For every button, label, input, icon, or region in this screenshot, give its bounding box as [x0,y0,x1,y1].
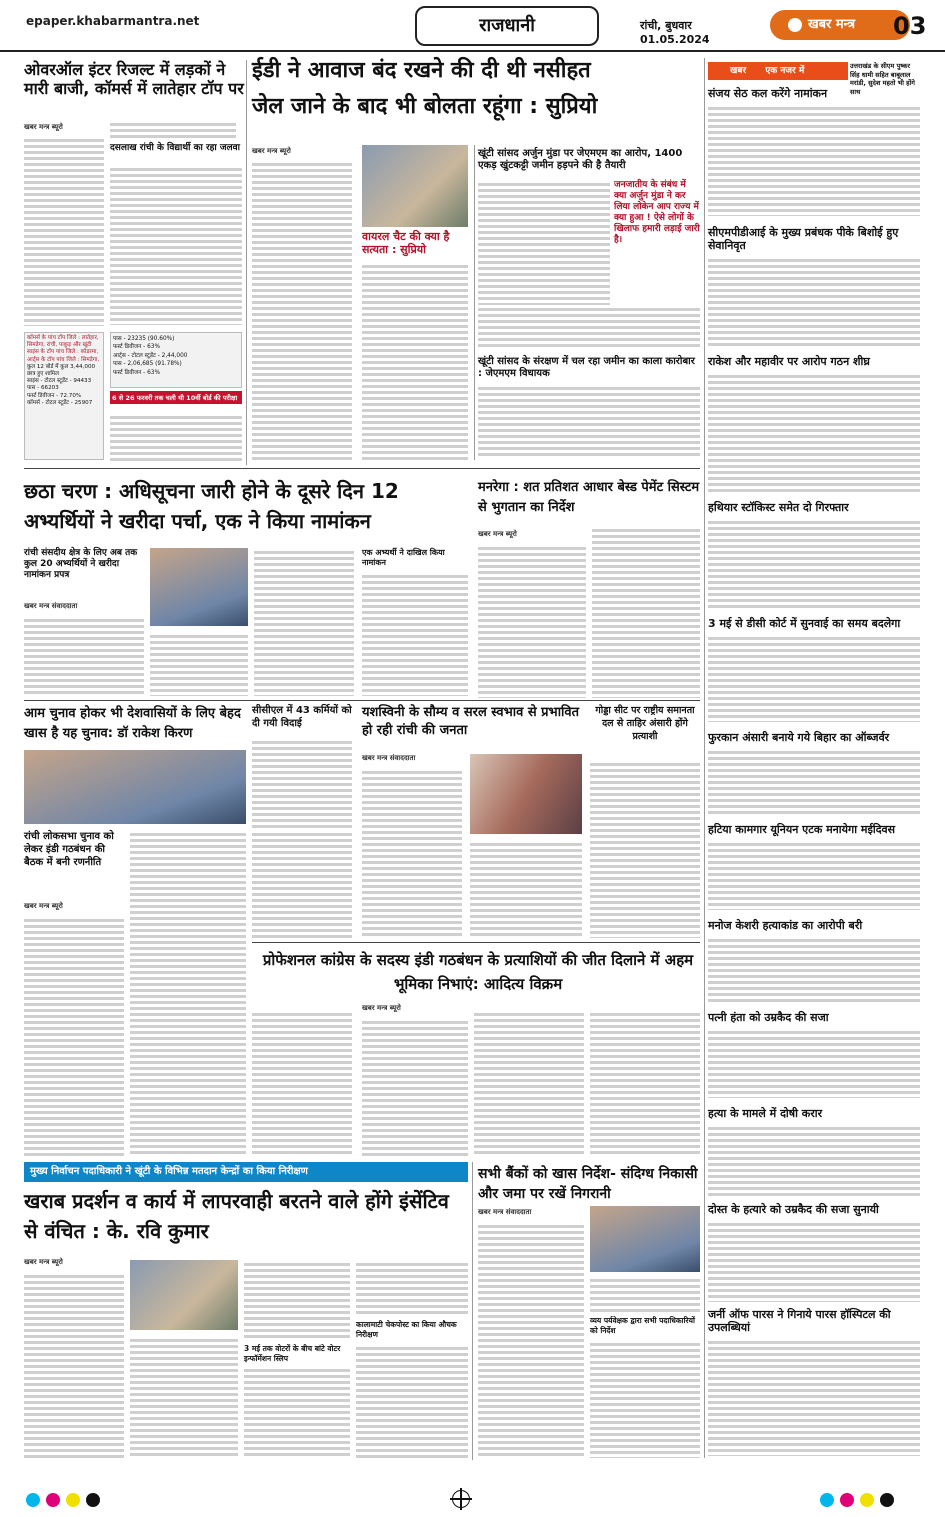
brief-item-2: सीएमपीडीआई के मुख्य प्रबंधक पीके बिशोई हुए सेवानिवृत [708,226,899,252]
cyan-dot [820,1493,834,1507]
stats-box: कॉमर्स के पांच टॉप जिले : लातेहार, सिमडेगा, रांची, पाकुड़ और खूंटी साइंस के टॉप पांच जिले : कोडरमा, आर्ट्स के टॉप पांच जिले : सिमडेगा, कुल 12 बोर्ड में कुल 3,44,000 छात्र हुए शामिल साइंस - टोटल स्टूडेंट - 94433 पास - 66203 फर्स्ट डिवीजन - 72.70% कॉमर्स - टोटल स्टूडेंट - 25907 [24,332,104,460]
ed-headline-1: ईडी ने आवाज बंद रखने की दी थी नसीहत [252,58,591,83]
article-text [110,165,242,325]
phase6-subhead: रांची संसदीय क्षेत्र के लिए अब तक कुल 20 अभ्यर्थियों ने खरीदा नामांकन प्रपत्र [24,548,138,580]
article-text [708,1124,920,1196]
inter-result-headline: ओवरऑल इंटर रिजल्ट में लड़कों ने मारी बाजी, कॉमर्स में लातेहार टॉप पर [24,60,244,99]
byline: खबर मन्त्र संवाददाता [478,1208,532,1216]
article-text [254,548,354,696]
khunti-headline: खूंटी सांसद अर्जुन मुंडा पर जेएमएम का आरोप, 1400 एकड़ खुंटकट्टी जमीन हड़पने की है तैयारी [478,148,683,171]
pull-quote: जनजातीय के संबंध में क्या अर्जुन मुंडा ने कर लिया लोकेन आप राज्य में क्या हुआ ! ऐसे लोगों के खिलाफ हमारी लड़ाई जारी है। [614,180,700,245]
article-text [590,1010,700,1156]
article-text [708,372,920,492]
article-text [244,1366,350,1458]
registration-marks-left [26,1492,106,1511]
side-head: एक अभ्यर्थी ने दाखिल किया नामांकन [362,548,445,567]
article-text [708,936,920,1002]
article-text [470,840,582,938]
byline: खबर मन्त्र ब्यूरो [24,1258,63,1266]
logo-icon [788,18,802,32]
byline: खबर मन्त्र ब्यूरो [478,530,517,538]
brand-name: खबर मन्त्र [808,17,856,32]
press-photo [362,145,468,227]
yashaswini-headline: यशस्विनी के सौम्य व सरल स्वभाव से प्रभावित हो रही रांची की जनता [362,705,580,738]
article-text [708,104,920,216]
issue-date: 01.05.2024 [640,33,710,46]
article-text [708,518,920,610]
brief-item-4: हथियार स्टॉकिस्ट समेत दो गिरफ्तार [708,501,849,514]
article-text [590,1276,700,1312]
article-text [24,916,124,1156]
brief-item-7: हटिया कामगार यूनियन एटक मनायेगा मईदिवस [708,823,896,836]
masthead [0,0,945,52]
article-text [708,1338,920,1456]
article-text [24,616,144,696]
ccl-headline: सीसीएल में 43 कर्मियों को दी गयी विदाई [252,705,352,729]
page-number: 03 [893,12,927,40]
dateline [640,18,710,46]
byline: खबर मन्त्र संवाददाता [362,754,416,762]
brief-item-6: फुरकान अंसारी बनाये गये बिहार का ऑब्जर्वर [708,731,890,744]
article-text [708,1220,920,1302]
ceo-subhead-2: कालामाटी चेकपोस्ट का किया औचक निरीक्षण [356,1320,457,1339]
brief-tag: खबर [730,66,747,76]
brief-item-3: राकेश और महावीर पर आरोप गठन शीघ्र [708,355,870,368]
article-text [362,768,462,938]
article-text [356,1260,468,1316]
article-text [708,634,920,722]
byline: खबर मन्त्र ब्यूरो [24,123,63,131]
brief-item-1: संजय सेठ कल करेंगे नामांकन [708,87,828,100]
brand-logo [770,10,910,40]
yellow-dot [860,1493,874,1507]
article-text [110,413,242,461]
cyan-dot [26,1493,40,1507]
article-text [478,1222,584,1458]
city-day: रांची, बुधवार [640,19,692,32]
brief-item-10: हत्या के मामले में दोषी करार [708,1107,823,1120]
article-text [252,160,352,460]
photo-caption: वायरल चैट की क्या है सत्यता : सुप्रियो [362,230,450,256]
article-text [252,830,352,938]
article-text [110,120,236,140]
article-text [708,256,920,348]
congress-headline: प्रोफेशनल कांग्रेस के सदस्य इंडी गठबंधन के प्रत्याशियों की जीत दिलाने में अहम भूमिका निभाएं: आदित्य विक्रम [262,951,694,993]
ceo-banner: मुख्य निर्वाचन पदाधिकारी ने खूंटी के विभिन्न मतदान केन्द्रों का किया निरीक्षण [24,1162,468,1182]
godda-headline: गोड्डा सीट पर राष्ट्रीय समानता दल से ताहिर अंसारी होंगे प्रत्याशी [595,705,695,742]
byline: खबर मन्त्र ब्यूरो [24,902,63,910]
brief-item-8: मनोज केशरी हत्याकांड का आरोपी बरी [708,919,863,932]
ceo-subhead-1: 3 मई तक वोटरों के बीच बांटे वोटर इन्फॉर्मेशन स्लिप [244,1344,341,1363]
inspection-photo [130,1260,238,1330]
bank-meeting-photo [590,1206,700,1272]
article-text [478,544,586,698]
banks-headline: सभी बैंकों को खास निर्देश- संदिग्ध निकासी और जमा पर रखें निगरानी [478,1166,698,1202]
exam-note: 6 से 26 फरवरी तक चली थी 10वीं बोर्ड की परीक्षा [110,391,242,404]
article-text [244,1260,350,1340]
banks-subhead: व्यय पर्यवेक्षक द्वारा सभी पदाधिकारियों को निर्देश [590,1316,695,1335]
article-text [592,526,700,698]
khunti-subhead: खूंटी सांसद के संरक्षण में चल रहा जमीन का काला कारोबार : जेएमएम विधायक [478,356,695,379]
section-title: राजधानी [415,6,599,46]
brief-item-12: जर्नी ऑफ पारस ने गिनाये पारस हॉस्पिटल की उपलब्धियां [708,1308,891,1334]
byline: खबर मन्त्र ब्यूरो [252,147,291,155]
article-text [252,1010,352,1156]
article-text [24,136,104,326]
meeting-photo [24,750,246,824]
sub-heading: दसलाख रांची के विद्यार्थी का रहा जलवा [110,143,240,153]
brief-label: एक नजर में [765,66,805,76]
magenta-dot [840,1493,854,1507]
registration-marks-right [820,1492,900,1511]
mnrega-headline: मनरेगा : शत प्रतिशत आधार बेस्ड पेमेंट सिस्टम से भुगतान का निर्देश [478,480,700,515]
speech-headline: आम चुनाव होकर भी देशवासियों के लिए बेहद खास है यह चुनाव: डॉ राकेश किरण [24,706,241,741]
brief-item-11: दोस्त के हत्यारे को उम्रकैद की सजा सुनायी [708,1203,879,1216]
article-text [356,1344,468,1458]
article-text [474,1010,584,1156]
article-text [150,632,248,696]
phase6-headline: छठा चरण : अधिसूचना जारी होने के दूसरे दिन 12 अभ्यर्थियों ने खरीदा पर्चा, एक ने किया नामांकन [24,479,399,533]
nomination-photo [150,548,248,626]
article-text [708,1028,920,1098]
brief-header [708,62,848,80]
article-text [708,840,920,910]
black-dot [86,1493,100,1507]
byline: खबर मन्त्र संवाददाता [24,602,78,610]
candidate-photo [470,754,582,834]
article-text [130,1336,238,1458]
site-url[interactable]: epaper.khabarmantra.net [26,14,200,28]
ed-headline-2: जेल जाने के बाद भी बोलता रहूंगा : सुप्रियो [252,94,598,119]
article-text [130,830,246,1156]
article-text [362,1018,468,1156]
article-text [478,305,700,350]
yellow-dot [66,1493,80,1507]
byline: खबर मन्त्र ब्यूरो [362,1004,401,1012]
brief-item-5: 3 मई से डीसी कोर्ट में सुनवाई का समय बदलेगा [708,617,901,630]
article-text [24,1272,124,1458]
crosshair-icon [452,1490,470,1508]
magenta-dot [46,1493,60,1507]
brief-item-9: पत्नी हंता को उम्रकैद की सजा [708,1011,829,1024]
article-text [590,760,700,938]
article-text [362,572,468,696]
stats-box-2: पास - 23235 (90.60%) फर्स्ट डिवीजन - 63% आर्ट्स - टोटल स्टूडेंट - 2,44,000 पास - 2,06,685 (91.78%) फर्स्ट डिवीजन - 63% [110,332,242,388]
article-text [590,1340,700,1458]
brief-photo-caption: उत्तराखंड के सीएम पुष्कर सिंह धामी सहित बाबूलाल मरांडी, सुदेश महतो भी होंगे साथ [850,62,915,96]
article-text [362,262,468,460]
article-text [478,384,700,459]
article-text [708,748,920,814]
ceo-headline: खराब प्रदर्शन व कार्य में लापरवाही बरतने वाले होंगे इंसेंटिव से वंचित : के. रवि कुमार [24,1189,449,1243]
black-dot [880,1493,894,1507]
speech-subhead: रांची लोकसभा चुनाव को लेकर इंडी गठबंधन की बैठक में बनी रणनीति [24,831,114,868]
